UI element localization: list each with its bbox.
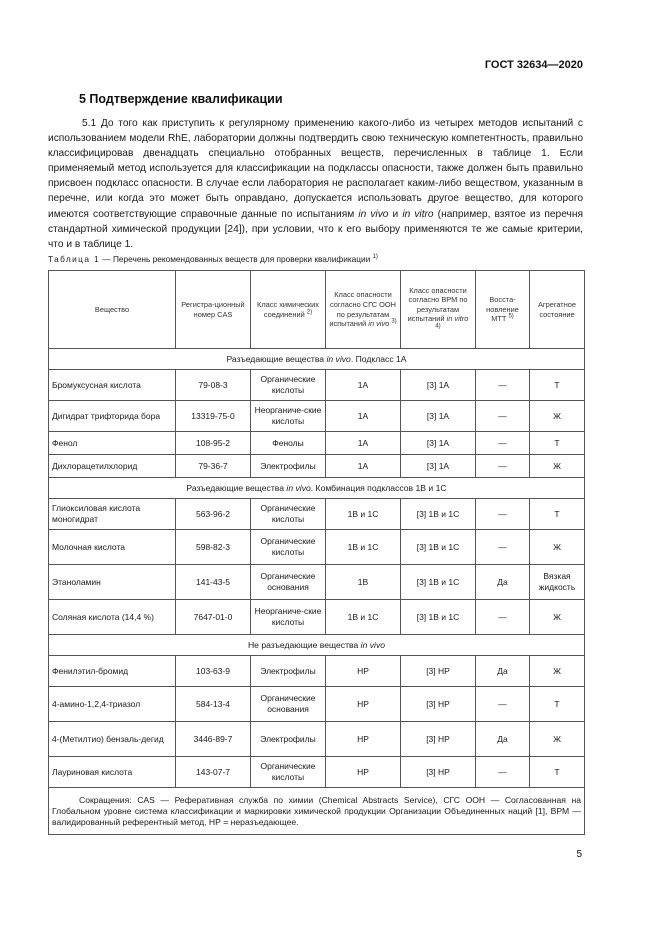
table-row	[49, 370, 585, 401]
standard-code: ГОСТ 32634—2020	[484, 59, 583, 71]
cell-class: Органические основания	[251, 687, 326, 722]
header-chem-class	[251, 271, 326, 349]
section-title-post: . Подкласс 1А	[350, 353, 407, 364]
paragraph-part1: 5.1 До того как приступить к регулярному применению какого-либо из четырех методов испытаний с использованием модели RhE, лаборатории должны подтвердить свою техническую компетентность, правильно классифицировав двенадцать специально отобранных веществ, перечисленных в таблице 1. Если применяемый метод используется для классификации на подклассы опасности, также должен быть правильно присвоен подкласс опасности. В случае если лаборатория не располагает каким-либо веществом, указанным в перечне, или когда это может быть оправдано, допускается использовать другое вещество, для которого имеются соответствующие справочные данные по испытаниям	[48, 118, 583, 220]
section-title: 5 Подтверждение квалификации	[79, 92, 283, 106]
table-row	[49, 757, 585, 788]
table-row	[49, 432, 585, 455]
cell-cas: 143-07-7	[176, 757, 251, 788]
cell-state: Т	[530, 432, 585, 455]
cell-ghs: 1В	[326, 565, 401, 600]
cell-vrm: [3] 1А	[401, 401, 476, 432]
paragraph-5-1	[48, 116, 583, 252]
table-footnote: Сокращения: CAS — Реферативная служба по химии (Chemical Abstracts Service), СГС ООН — Согласованная на Глобальном уровне система классификации и маркировки химической продукции Организации Объединенных наций [1], ВРМ — валидированный референтный метод, НР = неразъедающее.	[52, 794, 581, 827]
table-row	[49, 687, 585, 722]
cell-mtt: —	[476, 499, 530, 530]
cell-class: Органические кислоты	[251, 499, 326, 530]
cell-substance: Фенол	[49, 432, 176, 455]
section-row	[49, 635, 585, 656]
cell-substance: Бромуксусная кислота	[49, 370, 176, 401]
header-chem-class-text: Класс химических соединений	[257, 299, 319, 319]
cell-state: Ж	[530, 530, 585, 565]
header-ghs-sup: 3)	[391, 318, 397, 325]
table-row	[49, 530, 585, 565]
table-row	[49, 499, 585, 530]
section-title-post: . Комбинация подклассов 1В и 1С	[310, 482, 447, 493]
header-mtt-text: Восста-новление МТТ	[486, 295, 519, 324]
cell-substance: Лауриновая кислота	[49, 757, 176, 788]
cell-cas: 7647-01-0	[176, 600, 251, 635]
cell-cas: 584-13-4	[176, 687, 251, 722]
cell-cas: 108-95-2	[176, 432, 251, 455]
cell-mtt: —	[476, 401, 530, 432]
cell-vrm: [3] 1А	[401, 370, 476, 401]
cell-state: Т	[530, 757, 585, 788]
section-title-italic: in vivo	[326, 353, 351, 364]
cell-vrm: [3] 1А	[401, 455, 476, 478]
cell-ghs: НР	[326, 656, 401, 687]
cell-mtt: Да	[476, 722, 530, 757]
table-row	[49, 600, 585, 635]
cell-mtt: —	[476, 600, 530, 635]
table-caption	[48, 254, 588, 264]
table-row	[49, 455, 585, 478]
cell-cas: 13319-75-0	[176, 401, 251, 432]
section-title-italic: in vivo	[360, 639, 386, 650]
cell-class: Неорганиче-ские кислоты	[251, 600, 326, 635]
table-footnote-cell	[49, 788, 585, 835]
cell-class: Органические кислоты	[251, 757, 326, 788]
substances-table	[48, 270, 585, 835]
header-cas: Регистра-ционный номер CAS	[176, 271, 251, 349]
cell-class: Электрофилы	[251, 455, 326, 478]
cell-state: Ж	[530, 455, 585, 478]
cell-state: Ж	[530, 656, 585, 687]
header-chem-class-sup: 2)	[306, 309, 313, 316]
cell-mtt: —	[476, 757, 530, 788]
cell-mtt: —	[476, 432, 530, 455]
cell-cas: 141-43-5	[176, 565, 251, 600]
header-vrm-sup: 4)	[435, 323, 441, 330]
cell-class: Неорганиче-ские кислоты	[251, 401, 326, 432]
cell-substance: 4-(Метилтио) бензаль-дегид	[49, 722, 176, 757]
cell-mtt: —	[476, 687, 530, 722]
cell-vrm: [3] 1В и 1С	[401, 565, 476, 600]
cell-ghs: 1А	[326, 370, 401, 401]
cell-vrm: [3] НР	[401, 722, 476, 757]
paragraph-in-vivo: in vivo	[358, 208, 389, 220]
paragraph-part2: (например, взятое из перечня стандартной химической продукции [24]), при условии, что к его выбору применяются те же самые критерии, что и в таблице 1.	[48, 208, 583, 250]
section-title-cell	[49, 349, 585, 370]
cell-class: Фенолы	[251, 432, 326, 455]
header-ghs	[326, 271, 401, 349]
cell-cas: 103-63-9	[176, 656, 251, 687]
table-caption-lead: Таблица 1	[48, 254, 101, 264]
table-caption-footnote-mark: 1)	[372, 254, 378, 261]
cell-ghs: 1В и 1С	[326, 530, 401, 565]
cell-ghs: НР	[326, 757, 401, 788]
section-row	[49, 478, 585, 499]
cell-class: Органические основания	[251, 565, 326, 600]
cell-state: Т	[530, 499, 585, 530]
header-mtt	[476, 271, 530, 349]
cell-cas: 3446-89-7	[176, 722, 251, 757]
cell-vrm: [3] 1В и 1С	[401, 530, 476, 565]
table-caption-text: — Перечень рекомендованных веществ для проверки квалификации	[100, 254, 373, 264]
cell-ghs: НР	[326, 687, 401, 722]
cell-state: Ж	[530, 401, 585, 432]
cell-state: Ж	[530, 722, 585, 757]
cell-ghs: НР	[326, 722, 401, 757]
section-row	[49, 349, 585, 370]
header-mtt-sup: 5)	[508, 313, 514, 320]
table-footnote-row	[49, 788, 585, 835]
cell-substance: Фенилэтил-бромид	[49, 656, 176, 687]
header-substance: Вещество	[49, 271, 176, 349]
cell-mtt: —	[476, 455, 530, 478]
paragraph-and: и	[388, 208, 403, 220]
table-header-row	[49, 271, 585, 349]
cell-mtt: —	[476, 370, 530, 401]
page-number: 5	[576, 849, 582, 860]
cell-vrm: [3] НР	[401, 656, 476, 687]
cell-substance: Соляная кислота (14,4 %)	[49, 600, 176, 635]
cell-ghs: 1А	[326, 455, 401, 478]
cell-vrm: [3] НР	[401, 757, 476, 788]
table-row	[49, 656, 585, 687]
section-title-cell	[49, 635, 585, 656]
table-row	[49, 722, 585, 757]
cell-ghs: 1В и 1С	[326, 499, 401, 530]
table-row	[49, 401, 585, 432]
cell-substance: Молочная кислота	[49, 530, 176, 565]
header-vrm-text: Класс опасности согласно ВРМ по результатам испытаний	[407, 285, 468, 324]
cell-state: Т	[530, 370, 585, 401]
cell-mtt: Да	[476, 565, 530, 600]
cell-ghs: 1А	[326, 432, 401, 455]
cell-vrm: [3] 1А	[401, 432, 476, 455]
cell-substance: Дигидрат трифторида бора	[49, 401, 176, 432]
section-title-cell	[49, 478, 585, 499]
cell-substance: 4-амино-1,2,4-триазол	[49, 687, 176, 722]
cell-substance: Этаноламин	[49, 565, 176, 600]
header-ghs-text: Класс опасности согласно СГС ООН по результатам испытаний	[329, 290, 397, 329]
header-ghs-italic: in vivo	[368, 319, 390, 329]
cell-state: Вязкая жидкость	[530, 565, 585, 600]
cell-substance: Глиоксиловая кислота моногидрат	[49, 499, 176, 530]
cell-ghs: 1В и 1С	[326, 600, 401, 635]
cell-vrm: [3] 1В и 1С	[401, 499, 476, 530]
header-vrm-italic: in vitro	[446, 314, 469, 324]
cell-cas: 598-82-3	[176, 530, 251, 565]
cell-ghs: 1А	[326, 401, 401, 432]
cell-vrm: [3] НР	[401, 687, 476, 722]
cell-cas: 79-36-7	[176, 455, 251, 478]
cell-cas: 79-08-3	[176, 370, 251, 401]
cell-substance: Дихлорацетилхлорид	[49, 455, 176, 478]
cell-class: Электрофилы	[251, 722, 326, 757]
section-title-pre: Разъедающие вещества	[186, 482, 287, 493]
paragraph-in-vitro: in vitro	[402, 208, 434, 220]
cell-state: Т	[530, 687, 585, 722]
cell-vrm: [3] 1В и 1С	[401, 600, 476, 635]
cell-class: Органические кислоты	[251, 370, 326, 401]
cell-class: Органические кислоты	[251, 530, 326, 565]
section-title-italic: in vivo	[286, 482, 311, 493]
section-title-pre: Не разъедающие вещества	[247, 639, 361, 650]
cell-state: Ж	[530, 600, 585, 635]
section-title-pre: Разъедающие вещества	[226, 353, 327, 364]
cell-mtt: —	[476, 530, 530, 565]
table-row	[49, 565, 585, 600]
cell-mtt: Да	[476, 656, 530, 687]
header-state: Агрегатное состояние	[530, 271, 585, 349]
cell-cas: 563-96-2	[176, 499, 251, 530]
header-vrm	[401, 271, 476, 349]
cell-class: Электрофилы	[251, 656, 326, 687]
